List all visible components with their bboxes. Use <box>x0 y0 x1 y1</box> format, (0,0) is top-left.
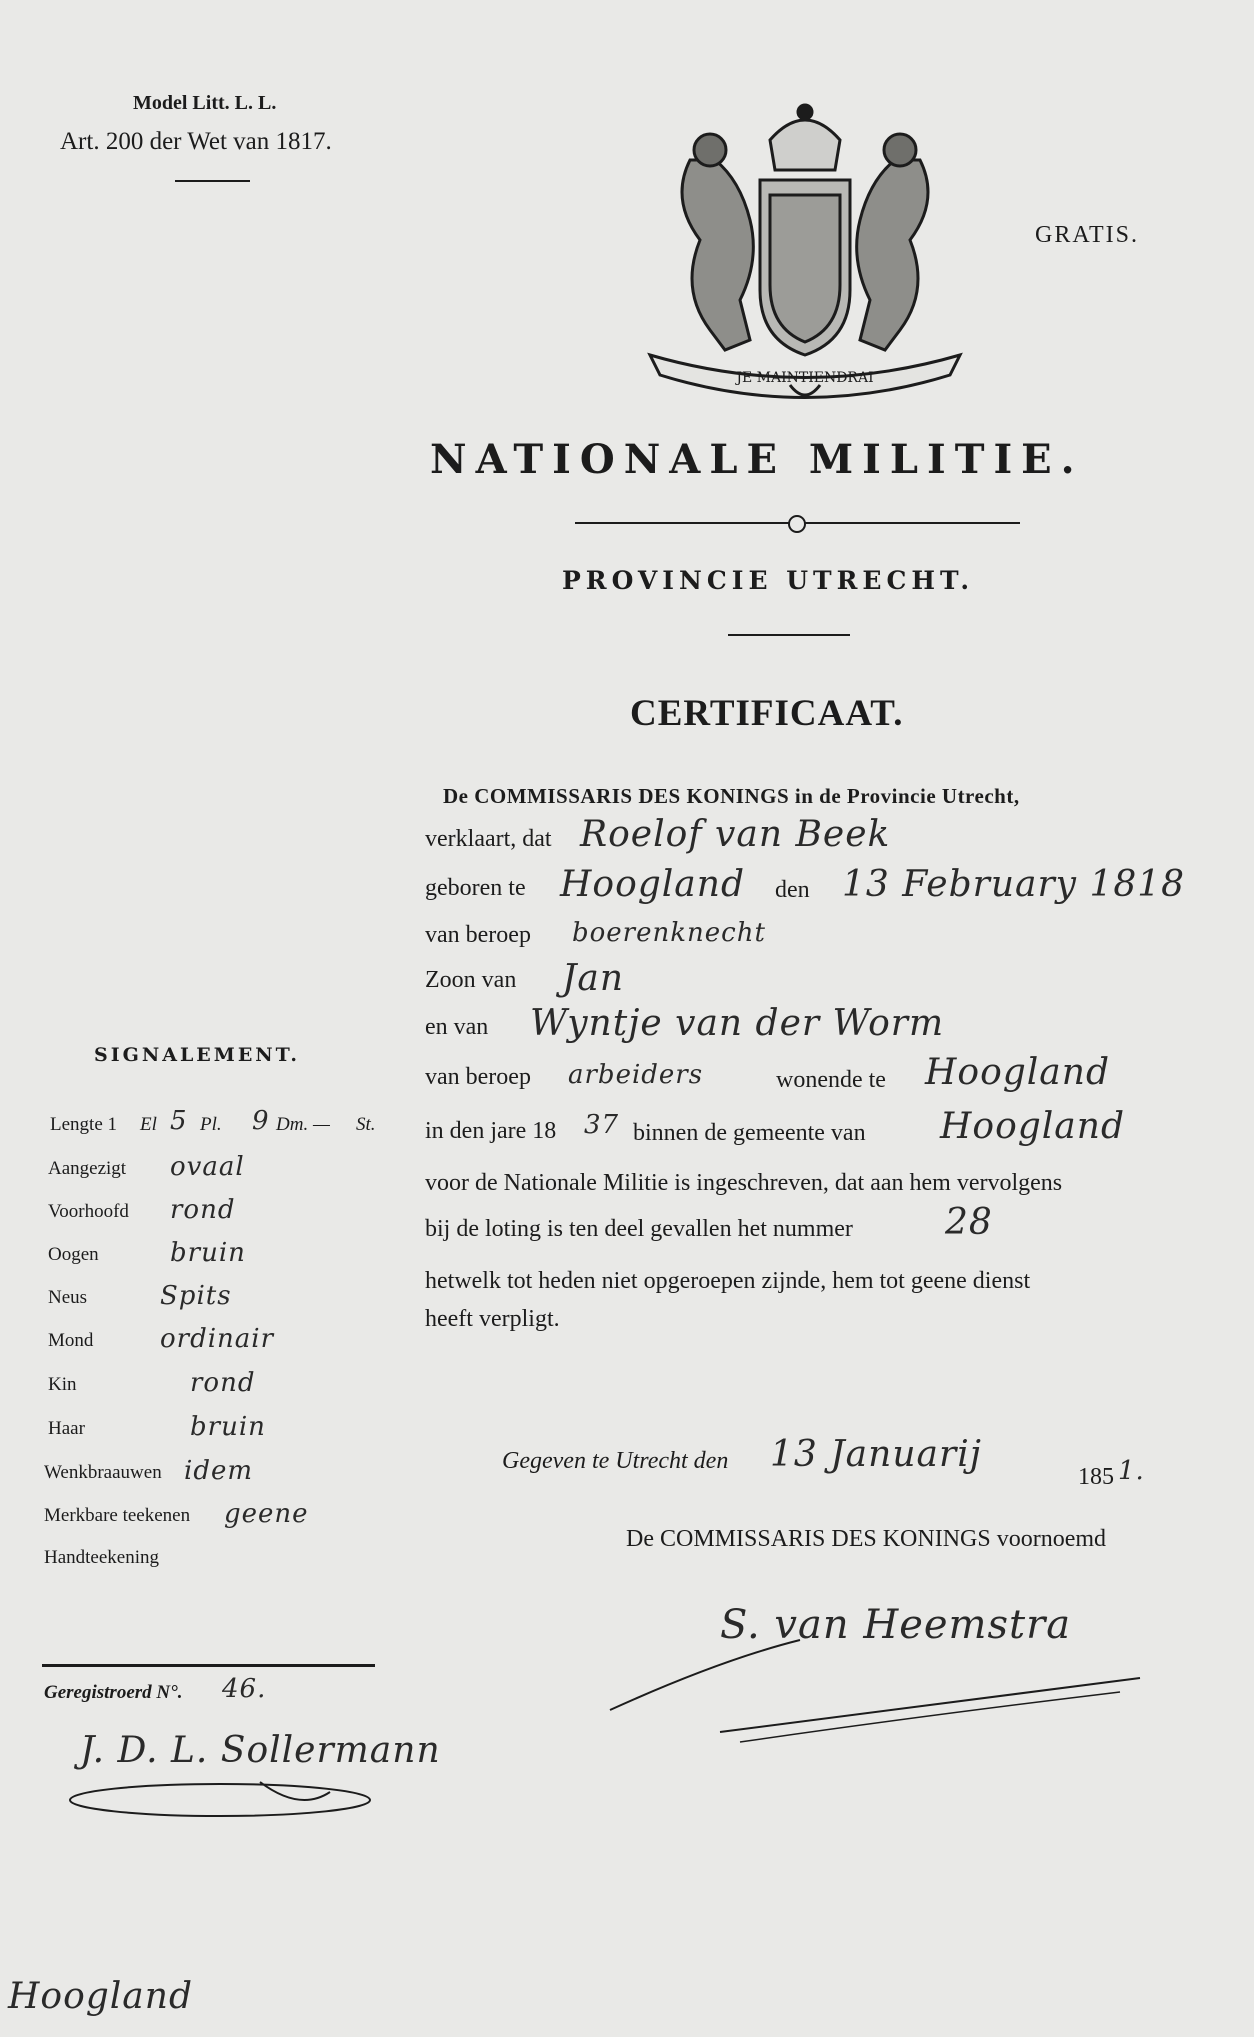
registration-year: 37 <box>584 1110 620 1140</box>
militie-line: voor de Nationale Militie is ingeschreven, dat aan hem vervolgens <box>425 1170 1063 1196</box>
signalement-label: Mond <box>48 1330 94 1351</box>
coat-of-arms <box>630 100 980 410</box>
signalement-label: Wenkbraauwen <box>44 1462 162 1483</box>
clerk-flourish <box>60 1772 380 1832</box>
zoon-label: Zoon van <box>425 967 517 993</box>
signalement-label: Handteekening <box>44 1547 160 1568</box>
lot-number: 28 <box>945 1202 993 1243</box>
coat-of-arms-icon <box>630 100 980 410</box>
dm-value: 9 <box>252 1106 270 1136</box>
beroep-label: van beroep <box>425 922 531 948</box>
lengte-label: Lengte 1 <box>50 1114 118 1135</box>
header-divider <box>175 180 250 182</box>
issue-year-suffix: 1. <box>1118 1456 1145 1486</box>
beroep2-label: van beroep <box>425 1064 531 1090</box>
dm-label: Dm. — <box>276 1114 330 1135</box>
pl-label: Pl. <box>200 1114 222 1135</box>
issue-label: Gegeven te Utrecht den <box>502 1448 729 1474</box>
model-reference: Model Litt. L. L. <box>133 92 277 114</box>
verpligt-line: heeft verpligt. <box>425 1306 560 1332</box>
geboren-label: geboren te <box>425 875 526 901</box>
occupation: boerenknecht <box>572 918 766 948</box>
parent-occupation: arbeiders <box>568 1060 704 1090</box>
father-name: Jan <box>562 958 625 999</box>
signalement-value: idem <box>184 1456 253 1486</box>
main-title: NATIONALE MILITIE. <box>430 436 1084 483</box>
conscript-name: Roelof van Beek <box>580 814 891 855</box>
signalement-value: Spits <box>160 1281 232 1311</box>
el-value: 5 <box>170 1106 188 1136</box>
intro-line: De COMMISSARIS DES KONINGS in de Provincie Utrecht, <box>443 784 1020 808</box>
den-label: den <box>775 877 810 903</box>
divider-ornament <box>788 515 806 533</box>
signalement-value: rond <box>170 1195 236 1225</box>
signalement-value: ovaal <box>170 1152 245 1182</box>
st-label: St. <box>356 1114 376 1135</box>
birthplace: Hoogland <box>560 864 745 905</box>
wonende-label: wonende te <box>776 1067 886 1093</box>
municipality: Hoogland <box>940 1106 1125 1147</box>
signalement-value: rond <box>190 1368 256 1398</box>
signalement-label: Aangezigt <box>48 1158 127 1179</box>
signature-flourish <box>600 1600 1160 1750</box>
signalement-label: Merkbare teekenen <box>44 1505 191 1526</box>
signalement-label: Neus <box>48 1287 88 1308</box>
motto-text: JE MAINTIENDRAI <box>736 370 874 386</box>
envan-label: en van <box>425 1014 489 1040</box>
signalement-label: Oogen <box>48 1244 99 1265</box>
clerk-signature: J. D. L. Sollermann <box>80 1730 441 1771</box>
place-note: Hoogland <box>8 1976 193 2017</box>
issue-year-prefix: 185 <box>1078 1464 1114 1490</box>
signalement-value: geene <box>224 1499 309 1529</box>
gratis-label: GRATIS. <box>1035 222 1140 248</box>
signalement-label: Haar <box>48 1418 85 1439</box>
registration-number: 46. <box>222 1674 267 1704</box>
signalement-value: ordinair <box>160 1324 275 1354</box>
province-title: PROVINCIE UTRECHT. <box>562 566 975 595</box>
el-label: El <box>140 1114 157 1135</box>
loting-line: bij de loting is ten deel gevallen het nummer <box>425 1216 853 1242</box>
issue-date: 13 Januarij <box>770 1434 982 1475</box>
opgeroepen-line: hetwelk tot heden niet opgeroepen zijnde, hem tot geene dienst <box>425 1268 1031 1294</box>
gemeente-label: binnen de gemeente van <box>633 1120 866 1146</box>
signalement-value: bruin <box>190 1412 266 1442</box>
certificate-title: CERTIFICAAT. <box>630 693 904 734</box>
birthdate: 13 February 1818 <box>842 864 1186 905</box>
province-divider <box>728 634 850 636</box>
registration-label: Geregistroerd N°. <box>44 1682 183 1703</box>
law-article: Art. 200 der Wet van 1817. <box>60 128 332 155</box>
verklaart-label: verklaart, dat <box>425 826 552 852</box>
signalement-label: Voorhoofd <box>48 1201 129 1222</box>
mother-name: Wyntje van der Worm <box>530 1003 945 1044</box>
signalement-title: SIGNALEMENT. <box>94 1044 300 1066</box>
jare-label: in den jare 18 <box>425 1118 557 1144</box>
residence: Hoogland <box>925 1052 1110 1093</box>
commissaris-line: De COMMISSARIS DES KONINGS voornoemd <box>626 1526 1107 1552</box>
registration-divider <box>42 1664 375 1667</box>
commissaris-signature: S. van Heemstra <box>720 1602 1072 1648</box>
signalement-label: Kin <box>48 1374 77 1395</box>
signalement-value: bruin <box>170 1238 246 1268</box>
